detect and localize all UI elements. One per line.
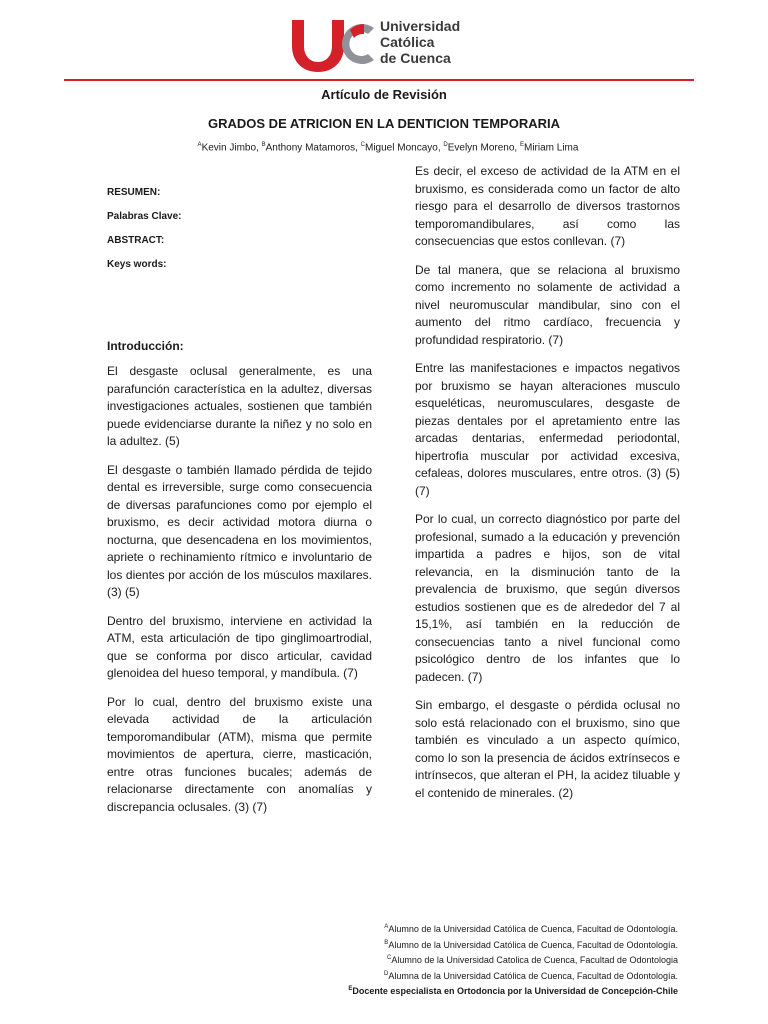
- paragraph: Dentro del bruxismo, interviene en actividad la ATM, esta articulación de tipo ginglimoartrodial, que se conforma por disco articular, cavidad glenoidea del hueso temporal, y mandíbula. (7): [107, 613, 372, 680]
- left-column: [107, 187, 372, 827]
- paragraph: Sin embargo, el desgaste o pérdida oclusal no solo está relacionado con el bruxismo, sino que también es vinculado a un aspecto químico, como lo son la presencia de ácidos extrínsecos e intrínsecos, que alteran el PH, la acidez tiluable y el contenido de minerales. (2): [415, 698, 680, 800]
- abstract-label: ABSTRACT:: [107, 235, 165, 246]
- paragraph: Por lo cual, un correcto diagnóstico por parte del profesional, sumado a la educación y prevención impartida a padres e hijos, son de vital relevancia, en la disminución tanto de la prevalencia de bruxismo, que según diversos estudios sostienen que es de alrededor del 7 al 15,1%, así también en la reducción de consecuencias tanto a nivel funcional como psicológico dentro de los infantes que lo padecen. (7): [415, 512, 680, 684]
- university-logo-icon: [288, 14, 378, 74]
- author-name: Miriam Lima: [524, 142, 579, 154]
- paragraph: Entre las manifestaciones e impactos negativos por bruxismo se hayan alteraciones musculo esqueléticas, neuromusculares, desgaste de piezas dentales por el apretamiento entre las arcadas dentarias, enfermedad periodontal, hipertrofia muscular por actividad excesiva, cefaleas, dolores musculares, entre otros. (3) (5) (7): [415, 361, 680, 498]
- footnotes: [348, 921, 678, 999]
- page-title: GRADOS DE ATRICION EN LA DENTICION TEMPORARIA: [208, 116, 560, 131]
- footnote: $^E$Docente especialista en Ortodoncia por la Universidad de Concepción-Chile: [348, 986, 678, 996]
- author-name: Anthony Matamoros,: [265, 142, 358, 154]
- paragraph: De tal manera, que se relaciona al bruxismo como incremento no solamente de actividad a nivel neuromuscular mandibular, sino con el aumento del ritmo cardíaco, frecuencia y profundidad respiratorio. (7): [415, 262, 680, 347]
- footnote: $^D$Alumna de la Universidad Católica de Cuenca, Facultad de Odontología.: [383, 970, 678, 981]
- footnote: $^B$Alumno de la Universidad Católica de Cuenca, Facultad de Odontología.: [384, 939, 678, 950]
- author-name: Miguel Moncayo,: [365, 142, 441, 154]
- paragraph: Es decir, el exceso de actividad de la ATM en el bruxismo, es considerada como un factor de alto riesgo para el desarrollo de diversos trastornos temporomandibulares, así como las consecuencias que estos conllevan. (7): [415, 164, 680, 248]
- header-divider: [64, 79, 694, 81]
- palabras-clave-label: Palabras Clave:: [107, 211, 182, 222]
- university-logo: [288, 14, 468, 74]
- paragraph: El desgaste o también llamado pérdida de tejido dental es irreversible, surge como consecuencia de diversas parafunciones como por ejemplo el bruxismo, es decir actividad motora diurna o nocturna, que desencadena en los movimientos, apriete o rechinamiento rítmico e involuntario de los dientes por acción de los músculos maxilares. (3) (5): [107, 462, 372, 599]
- right-column: [415, 163, 680, 813]
- article-type: Artículo de Revisión: [321, 87, 447, 102]
- paragraph: Por lo cual, dentro del bruxismo existe una elevada actividad de la articulación temporomandibular (ATM), misma que permite movimientos de apertura, cierre, masticación, entre otras funciones bucales; además de relacionarse directamente con anomalías y discrepancia oclusales. (3) (7): [107, 694, 372, 814]
- footnote: $^C$Alumno de la Universidad Catolica de Cuenca, Facultad de Odontologia: [386, 955, 678, 965]
- footnote: $^A$Alumno de la Universidad Católica de Cuenca, Facultad de Odontología.: [384, 924, 678, 934]
- resumen-label: RESUMEN:: [107, 187, 161, 198]
- paragraph: El desgaste oclusal generalmente, es una parafunción característica en la adultez, diversas investigaciones actuales, sostienen que también puede evidenciarse durante la niñez y no solo en la adultez. (5): [107, 364, 372, 448]
- logo-text: Universidad Católica de Cuenca: [380, 18, 461, 66]
- author-name: Kevin Jimbo,: [201, 142, 259, 154]
- author-list: $^A$Kevin Jimbo, $^B$Anthony Matamoros, $^C$Miguel Moncayo, $^D$Evelyn Moreno, $^E$Miriam Lima: [197, 142, 579, 154]
- keys-words-label: Keys words:: [107, 259, 167, 270]
- section-heading: Introducción:: [107, 339, 184, 353]
- author-name: Evelyn Moreno,: [447, 142, 518, 154]
